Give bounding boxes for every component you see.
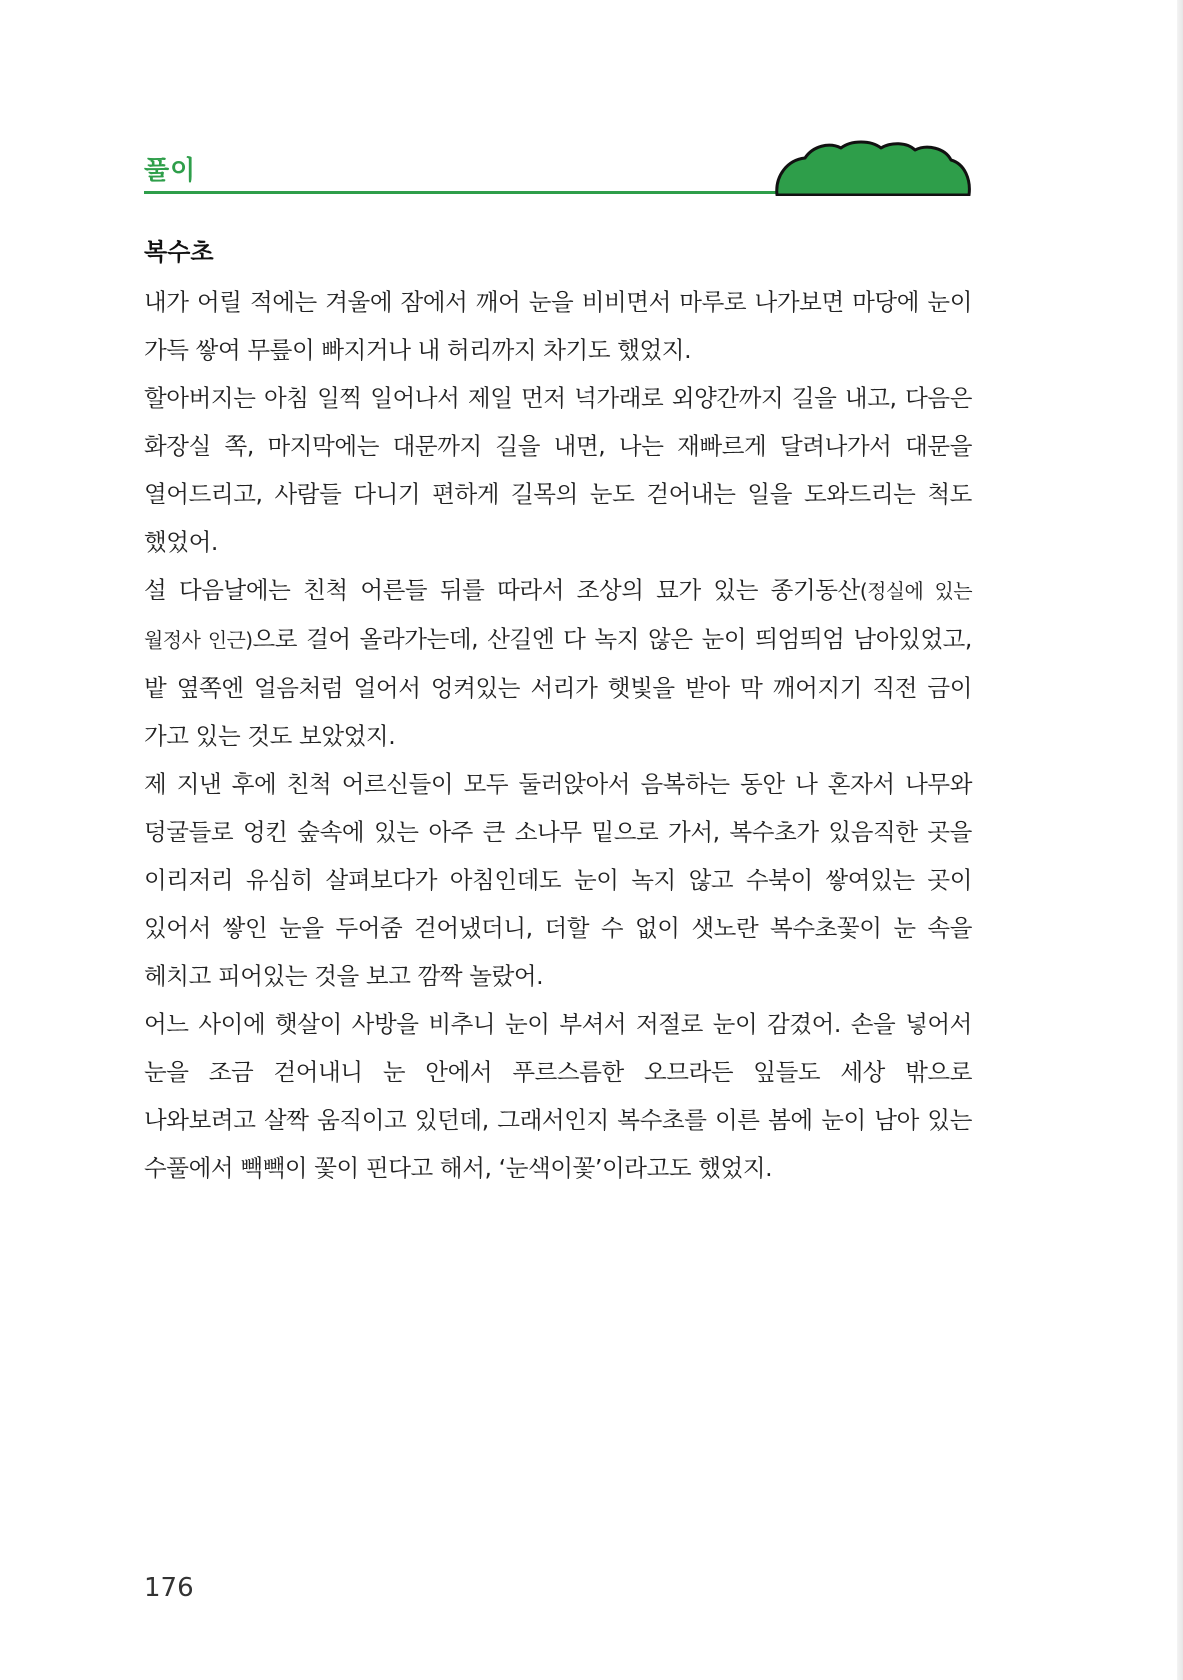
section-header bbox=[144, 140, 969, 196]
paragraph-3 bbox=[144, 566, 972, 760]
bush-icon bbox=[775, 140, 971, 196]
location-note: (정실에 있는 월정사 인근) bbox=[144, 579, 973, 652]
section-title: 풀이 bbox=[144, 156, 197, 186]
page-number: 176 bbox=[144, 1573, 194, 1603]
article-heading: 복수초 bbox=[144, 238, 214, 266]
page-edge bbox=[1177, 0, 1183, 1680]
paragraph-2: 할아버지는 아침 일찍 일어나서 제일 먼저 넉가래로 외양간까지 길을 내고, 다음은 화장실 쪽, 마지막에는 대문까지 길을 내면, 나는 재빠르게 달려나가서 대문을 열어드리고, 사람들 다니기 편하게 길목의 눈도 걷어내는 일을 도와드리는 척도 했었어. bbox=[144, 384, 972, 556]
paragraph-3-after: 으로 걸어 올라가는데, 산길엔 다 녹지 않은 눈이 띄엄띄엄 남아있었고, 밭 옆쪽엔 얼음처럼 얼어서 엉켜있는 서리가 햇빛을 받아 막 깨어지기 직전 금이 가고 있는 것도 보았었지. bbox=[144, 625, 972, 750]
paragraph-3-before: 설 다음날에는 친척 어른들 뒤를 따라서 조상의 묘가 있는 종기동산 bbox=[144, 576, 860, 604]
article bbox=[144, 232, 972, 1192]
paragraph-5: 어느 사이에 햇살이 사방을 비추니 눈이 부셔서 저절로 눈이 감겼어. 손을 넣어서 눈을 조금 걷어내니 눈 안에서 푸르스름한 오므라든 잎들도 세상 밖으로 나와보려고 살짝 움직이고 있던데, 그래서인지 복수초를 이른 봄에 눈이 남아 있는 수풀에서 빽빽이 꽃이 핀다고 해서, ‘눈색이꽃’이라고도 했었지. bbox=[144, 1010, 972, 1182]
paragraph-1: 내가 어릴 적에는 겨울에 잠에서 깨어 눈을 비비면서 마루로 나가보면 마당에 눈이 가득 쌓여 무릎이 빠지거나 내 허리까지 차기도 했었지. bbox=[144, 288, 972, 364]
paragraph-4: 제 지낸 후에 친척 어르신들이 모두 둘러앉아서 음복하는 동안 나 혼자서 나무와 덩굴들로 엉킨 숲속에 있는 아주 큰 소나무 밑으로 가서, 복수초가 있음직한 곳을 이리저리 유심히 살펴보다가 아침인데도 눈이 녹지 않고 수북이 쌓여있는 곳이 있어서 쌓인 눈을 두어줌 걷어냈더니, 더할 수 없이 샛노란 복수초꽃이 눈 속을 헤치고 피어있는 것을 보고 깜짝 놀랐어. bbox=[144, 770, 972, 990]
